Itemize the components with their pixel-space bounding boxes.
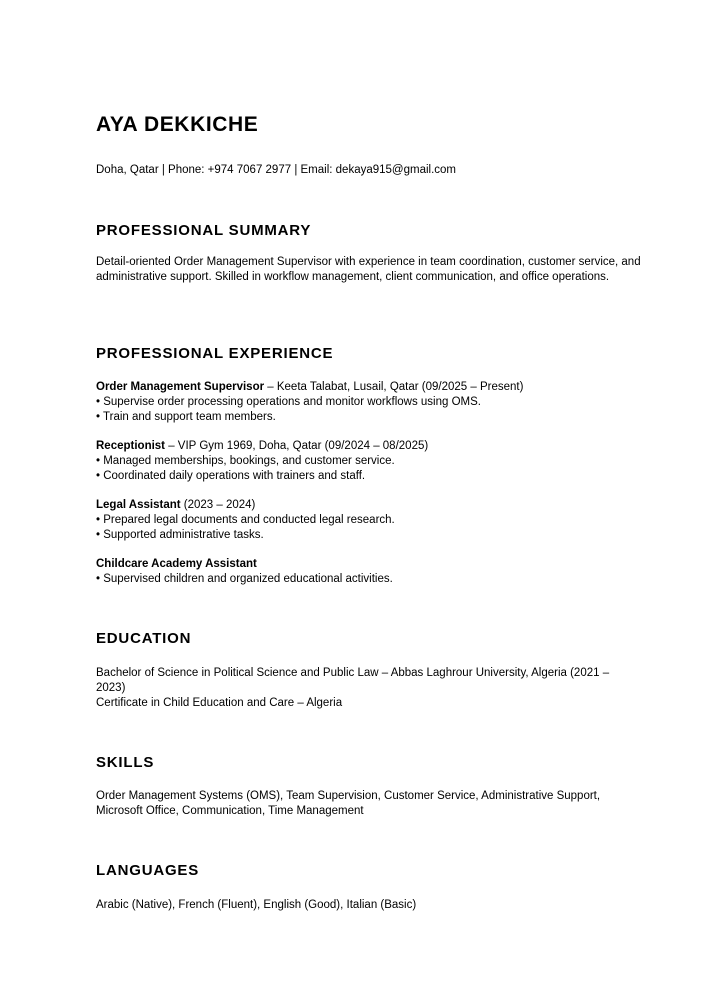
job-bullet: • Train and support team members. [96,411,276,423]
job-heading [96,557,257,572]
experience-heading: PROFESSIONAL EXPERIENCE [96,345,334,362]
job-title: Childcare Academy Assistant [96,558,257,570]
job-bullet: • Supported administrative tasks. [96,529,264,541]
languages-text: Arabic (Native), French (Fluent), English (Good), Italian (Basic) [96,899,417,911]
job-bullet: • Supervise order processing operations and monitor workflows using OMS. [96,396,481,408]
summary-heading: PROFESSIONAL SUMMARY [96,222,312,239]
languages-heading: LANGUAGES [96,862,200,879]
job-bullet: • Managed memberships, bookings, and customer service. [96,455,395,467]
skills-heading: SKILLS [96,754,155,771]
skills-text: Order Management Systems (OMS), Team Supervision, Customer Service, Administrative Support, Microsoft Office, Communication, Time Management [96,790,601,818]
education-heading: EDUCATION [96,630,192,647]
summary-text: Detail-oriented Order Management Supervisor with experience in team coordination, customer service, and administrative support. Skilled in workflow management, client communication, and office operations. [96,256,641,284]
job-title: Receptionist [96,440,166,452]
candidate-name: AYA DEKKICHE [96,113,259,136]
job-title: Legal Assistant [96,499,181,511]
job-bullet: • Prepared legal documents and conducted legal research. [96,514,395,526]
job-bullet: • Coordinated daily operations with trainers and staff. [96,470,366,482]
job-bullet: • Supervised children and organized educational activities. [96,573,393,585]
job-details: – Keeta Talabat, Lusail, Qatar (09/2025 – Present) [264,381,524,393]
job-details: – VIP Gym 1969, Doha, Qatar (09/2024 – 08/2025) [165,440,429,452]
job-heading [96,380,523,395]
education-item: Bachelor of Science in Political Science and Public Law – Abbas Laghrour University, Algeria (2021 – 2023) [96,667,610,695]
job-heading [96,498,255,513]
job-heading [96,439,428,454]
education-item: Certificate in Child Education and Care – Algeria [96,697,343,709]
contact-line: Doha, Qatar | Phone: +974 7067 2977 | Email: dekaya915@gmail.com [96,164,456,176]
job-details: (2023 – 2024) [180,499,256,511]
job-title: Order Management Supervisor [96,381,265,393]
